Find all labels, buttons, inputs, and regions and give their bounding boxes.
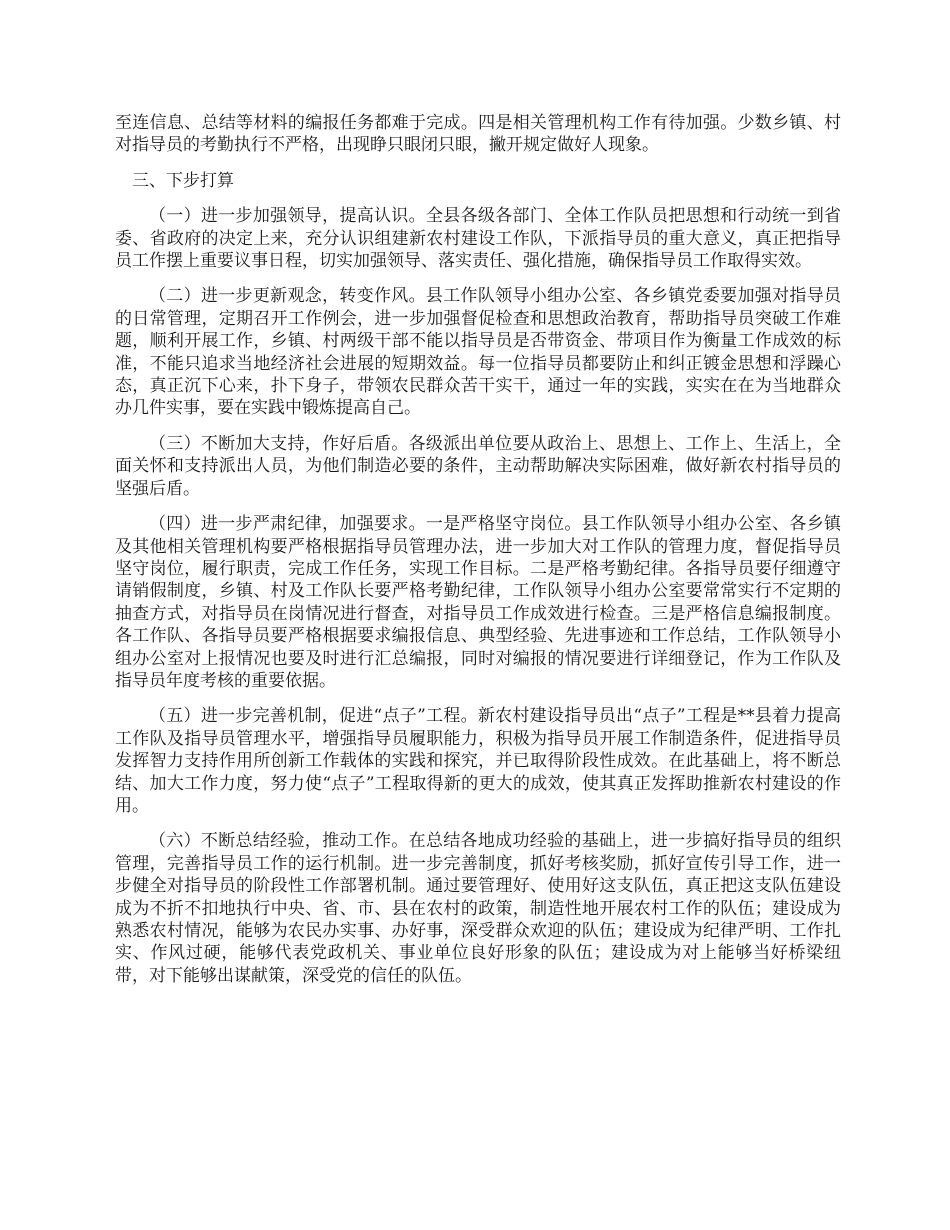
paragraph-item-6: （六）不断总结经验，推动工作。在总结各地成功经验的基础上，进一步搞好指导员的组织管理，完善指导员工作的运行机制。进一步完善制度，抓好考核奖励，抓好宣传引导工作，进一步健全对指导员的阶段性工作部署机制。通过要管理好、使用好这支队伍，真正把这支队伍建设成为不折不扣地执行中央、省、市、县在农村的政策，制造性地开展农村工作的队伍；建设成为熟悉农村情况，能够为农民办实事、办好事，深受群众欢迎的队伍；建设成为纪律严明、工作扎实、作风过硬，能够代表党政机关、事业单位良好形象的队伍；建设成为对上能够当好桥梁纽带，对下能够出谋献策，深受党的信任的队伍。	[115, 831, 841, 986]
paragraph-item-5: （五）进一步完善机制，促进“点子”工程。新农村建设指导员出“点子”工程是**县着力提高工作队及指导员管理水平，增强指导员履职能力，积极为指导员开展工作制造条件，促进指导员发挥智力支持作用所创新工作载体的实践和探究，并已取得阶段性成效。在此基础上，将不断总结、加大工作力度，努力使“点子”工程取得新的更大的成效，使其真正发挥助推新农村建设的作用。	[115, 706, 841, 816]
paragraph-item-3: （三）不断加大支持，作好后盾。各级派出单位要从政治上、思想上、工作上、生活上，全面关怀和支持派出人员，为他们制造必要的条件，主动帮助解决实际困难，做好新农村指导员的坚强后盾。	[115, 433, 841, 499]
paragraph-item-4: （四）进一步严肃纪律，加强要求。一是严格坚守岗位。县工作队领导小组办公室、各乡镇及其他相关管理机构要严格根据指导员管理办法，进一步加大对工作队的管理力度，督促指导员坚守岗位，履行职责，完成工作任务，实现工作目标。二是严格考勤纪律。各指导员要仔细遵守请销假制度，乡镇、村及工作队长要严格考勤纪律，工作队领导小组办公室要常常实行不定期的抽查方式，对指导员在岗情况进行督查，对指导员工作成效进行检查。三是严格信息编报制度。各工作队、各指导员要严格根据要求编报信息、典型经验、先进事迹和工作总结，工作队领导小组办公室对上报情况也要及时进行汇总编报，同时对编报的情况要进行详细登记，作为工作队及指导员年度考核的重要依据。	[115, 514, 841, 691]
paragraph-item-2: （二）进一步更新观念，转变作风。县工作队领导小组办公室、各乡镇党委要加强对指导员的日常管理，定期召开工作例会，进一步加强督促检查和思想政治教育，帮助指导员突破工作难题，顺利开展工作，乡镇、村两级干部不能以指导员是否带资金、带项目作为衡量工作成效的标准，不能只追求当地经济社会进展的短期效益。每一位指导员都要防止和纠正镀金思想和浮躁心态，真正沉下心来，扑下身子，带领农民群众苦干实干，通过一年的实践，实实在在为当地群众办几件实事，要在实践中锻炼提高自己。	[115, 286, 841, 419]
paragraph-continuation: 至连信息、总结等材料的编报任务都难于完成。四是相关管理机构工作有待加强。少数乡镇、村对指导员的考勤执行不严格，出现睁只眼闭只眼，撇开规定做好人现象。	[115, 113, 841, 156]
document-page	[115, 112, 841, 1000]
section-heading-next-steps: 三、下步打算	[132, 170, 234, 191]
paragraph-item-1: （一）进一步加强领导，提高认识。全县各级各部门、全体工作队员把思想和行动统一到省委、省政府的决定上来，充分认识组建新农村建设工作队，下派指导员的重大意义，真正把指导员工作摆上重要议事日程，切实加强领导、落实责任、强化措施，确保指导员工作取得实效。	[115, 206, 841, 272]
